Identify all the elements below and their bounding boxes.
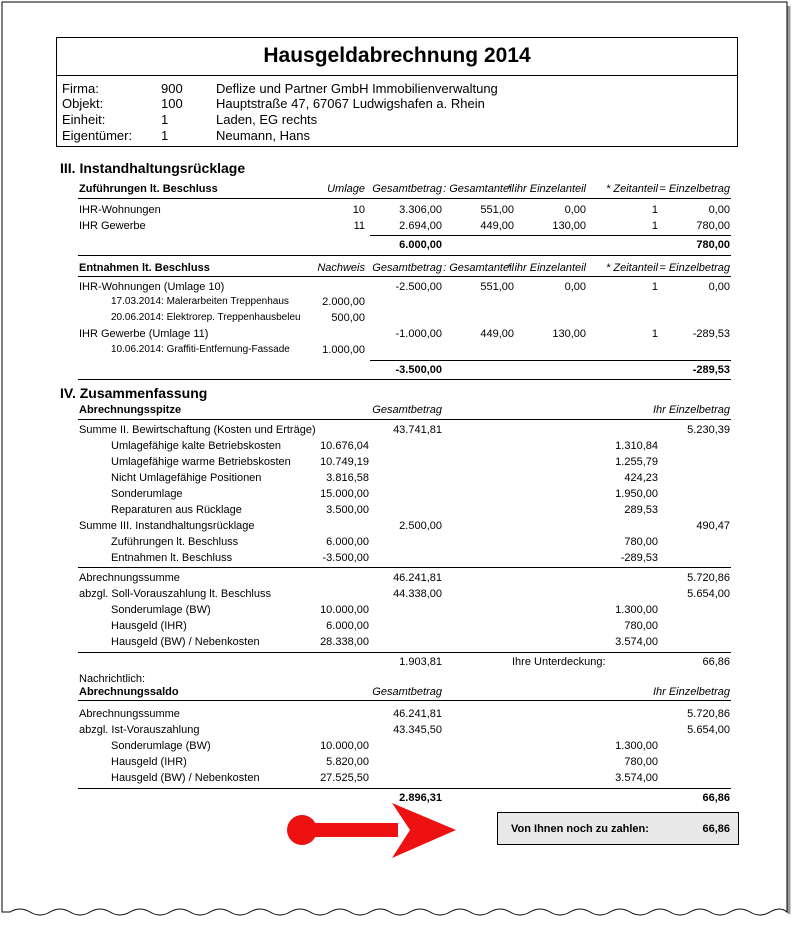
row-gesamt: -2.500,00 [395, 281, 442, 293]
result-label: Ihre Unterdeckung: [512, 656, 606, 668]
summary-gesamt: 46.241,81 [393, 572, 442, 584]
col-header: = Einzelbetrag [659, 183, 730, 195]
col-header: Nachweis [317, 262, 365, 274]
section-iii-title: III. Instandhaltungsrücklage [60, 160, 246, 176]
col-header: Gesamtbetrag [372, 686, 442, 698]
row-name: IHR-Wohnungen (Umlage 10) [79, 281, 225, 293]
header-text: Neumann, Hans [216, 128, 310, 143]
item-label: Sonderumlage (BW) [111, 740, 211, 752]
header-code: 1 [161, 128, 169, 143]
item-einzel: 1.255,79 [615, 456, 658, 468]
row-name: IHR Gewerbe (Umlage 11) [79, 328, 209, 340]
header-rule [78, 198, 731, 199]
row-zeit: 1 [651, 281, 658, 293]
row-ganteil: 449,00 [480, 220, 514, 232]
row-sub-text: 20.06.2014: Elektrorep. Treppenhausbeleu [111, 312, 301, 323]
header-rule [78, 419, 731, 420]
block-rule [78, 788, 731, 789]
item-einzel: 780,00 [624, 620, 658, 632]
block-rule [78, 255, 731, 256]
item-label: Umlagefähige warme Betriebskosten [111, 456, 291, 468]
col-header: * ihr Einzelanteil [507, 262, 586, 274]
arrow-shaft [302, 823, 398, 837]
item-label: Sonderumlage [111, 488, 183, 500]
saldo-header: Abrechnungssaldo [79, 686, 179, 698]
col-header: Gesamtbetrag [372, 183, 442, 195]
item-label: Hausgeld (BW) / Nebenkosten [111, 636, 260, 648]
row-eanteil: 0,00 [564, 281, 586, 293]
block-rule [78, 567, 731, 568]
summary-einzel: 490,47 [696, 520, 730, 532]
item-einzel: 1.300,00 [615, 740, 658, 752]
col-header: = Einzelbetrag [659, 262, 730, 274]
row-ganteil: 551,00 [480, 204, 514, 216]
summary-label: Abrechnungssumme [79, 708, 180, 720]
row-sub-nachweis: 500,00 [331, 312, 365, 324]
header-label: Firma: [62, 81, 99, 96]
sum-einzel: 780,00 [696, 239, 730, 251]
col-header: Gesamtbetrag [372, 404, 442, 416]
item-label: Hausgeld (BW) / Nebenkosten [111, 772, 260, 784]
item-label: Reparaturen aus Rücklage [111, 504, 242, 516]
row-eanteil: 130,00 [552, 328, 586, 340]
col-header: Entnahmen lt. Beschluss [79, 262, 210, 274]
block-rule [78, 379, 731, 380]
item-gesamt: 28.338,00 [320, 636, 369, 648]
row-umlage: 10 [352, 204, 365, 216]
row-name: IHR-Wohnungen [79, 204, 161, 216]
payment-value: 66,86 [702, 823, 730, 835]
row-ganteil: 551,00 [480, 281, 514, 293]
row-einzel: -289,53 [692, 328, 730, 340]
summary-label: abzgl. Ist-Vorauszahlung [79, 724, 200, 736]
row-einzel: 780,00 [696, 220, 730, 232]
header-text: Deflize und Partner GmbH Immobilienverwaltung [216, 81, 498, 96]
row-einzel: 0,00 [708, 204, 730, 216]
col-header: * Zeitanteil [606, 183, 658, 195]
item-einzel: 1.310,84 [615, 440, 658, 452]
col-header: : Gesamtanteil [443, 262, 514, 274]
row-gesamt: 3.306,00 [399, 204, 442, 216]
col-header: Ihr Einzelbetrag [652, 686, 730, 698]
block-rule [78, 652, 731, 653]
row-umlage: 11 [353, 220, 365, 232]
item-gesamt: 10.000,00 [320, 604, 369, 616]
header-rule [78, 276, 731, 277]
sum-gesamt: 6.000,00 [399, 239, 442, 251]
summary-gesamt: 43.741,81 [393, 424, 442, 436]
total-gesamt: 2.896,31 [399, 792, 442, 804]
col-header: * Zeitanteil [606, 262, 658, 274]
item-einzel: 1.950,00 [615, 488, 658, 500]
item-einzel: 3.574,00 [615, 636, 658, 648]
summary-einzel: 5.720,86 [687, 708, 730, 720]
summary-label: abzgl. Soll-Vorauszahlung lt. Beschluss [79, 588, 271, 600]
header-rule [78, 700, 731, 701]
row-eanteil: 130,00 [552, 220, 586, 232]
row-einzel: 0,00 [708, 281, 730, 293]
row-sub-text: 10.06.2014: Graffiti-Entfernung-Fassade [111, 344, 290, 355]
col-header: Ihr Einzelbetrag [652, 404, 730, 416]
item-einzel: 780,00 [624, 756, 658, 768]
header-label: Objekt: [62, 96, 104, 111]
item-label: Entnahmen lt. Beschluss [111, 552, 233, 564]
header-text: Laden, EG rechts [216, 112, 318, 127]
summary-label: Summe II. Bewirtschaftung (Kosten und Erträge) [79, 424, 316, 436]
row-zeit: 1 [651, 204, 658, 216]
arrow-head-icon [392, 803, 456, 858]
item-gesamt: 10.749,19 [320, 456, 369, 468]
sum-einzel: -289,53 [692, 364, 730, 376]
payment-label: Von Ihnen noch zu zahlen: [511, 823, 649, 835]
summary-einzel: 5.654,00 [687, 724, 730, 736]
summary-gesamt: 2.500,00 [399, 520, 442, 532]
item-label: Hausgeld (IHR) [111, 756, 187, 768]
item-gesamt: 15.000,00 [320, 488, 369, 500]
item-label: Nicht Umlagefähige Positionen [111, 472, 262, 484]
total-einzel: 66,86 [702, 792, 730, 804]
col-header: Gesamtbetrag [372, 262, 442, 274]
summary-gesamt: 46.241,81 [393, 708, 442, 720]
row-zeit: 1 [651, 328, 658, 340]
header-label: Einheit: [62, 112, 106, 127]
item-einzel: 3.574,00 [615, 772, 658, 784]
section-iv-title: IV. Zusammenfassung [60, 385, 208, 401]
row-gesamt: 2.694,00 [399, 220, 442, 232]
item-label: Sonderumlage (BW) [111, 604, 211, 616]
result-einzel: 66,86 [702, 656, 730, 668]
summary-gesamt: 43.345,50 [393, 724, 442, 736]
row-sub-text: 17.03.2014: Malerarbeiten Treppenhaus [111, 296, 289, 307]
item-einzel: 780,00 [624, 536, 658, 548]
sum-rule [370, 360, 731, 361]
item-label: Umlagefähige kalte Betriebskosten [111, 440, 281, 452]
row-zeit: 1 [651, 220, 658, 232]
summary-einzel: 5.230,39 [687, 424, 730, 436]
col-header: Zuführungen lt. Beschluss [79, 183, 218, 195]
summary-label: Summe III. Instandhaltungsrücklage [79, 520, 255, 532]
item-gesamt: 10.676,04 [320, 440, 369, 452]
row-ganteil: 449,00 [480, 328, 514, 340]
nachrichtlich-label: Nachrichtlich: [79, 673, 146, 685]
summary-einzel: 5.654,00 [687, 588, 730, 600]
header-code: 900 [161, 81, 183, 96]
item-gesamt: 6.000,00 [326, 536, 369, 548]
item-label: Zuführungen lt. Beschluss [111, 536, 239, 548]
spitze-header: Abrechnungsspitze [79, 404, 182, 416]
header-code: 1 [161, 112, 169, 127]
sum-gesamt: -3.500,00 [395, 364, 442, 376]
header-label: Eigentümer: [62, 128, 133, 143]
header-text: Hauptstraße 47, 67067 Ludwigshafen a. Rhein [216, 96, 485, 111]
item-gesamt: 6.000,00 [326, 620, 369, 632]
summary-label: Abrechnungssumme [79, 572, 180, 584]
row-sub-nachweis: 1.000,00 [322, 344, 365, 356]
item-gesamt: 27.525,50 [320, 772, 369, 784]
summary-gesamt: 44.338,00 [393, 588, 442, 600]
header-code: 100 [161, 96, 183, 111]
item-gesamt: -3.500,00 [322, 552, 369, 564]
row-sub-nachweis: 2.000,00 [322, 296, 365, 308]
item-einzel: 424,23 [624, 472, 658, 484]
col-header: Umlage [327, 183, 365, 195]
row-gesamt: -1.000,00 [395, 328, 442, 340]
summary-einzel: 5.720,86 [687, 572, 730, 584]
item-einzel: -289,53 [620, 552, 658, 564]
item-einzel: 1.300,00 [615, 604, 658, 616]
item-gesamt: 10.000,00 [320, 740, 369, 752]
col-header: * ihr Einzelanteil [507, 183, 586, 195]
title-divider [57, 75, 737, 76]
item-gesamt: 3.500,00 [326, 504, 369, 516]
item-gesamt: 5.820,00 [326, 756, 369, 768]
row-name: IHR Gewerbe [79, 220, 146, 232]
col-header: : Gesamtanteil [443, 183, 514, 195]
sum-rule [370, 235, 731, 236]
item-label: Hausgeld (IHR) [111, 620, 187, 632]
page-title: Hausgeldabrechnung 2014 [263, 44, 531, 67]
item-einzel: 289,53 [624, 504, 658, 516]
result-gesamt: 1.903,81 [399, 656, 442, 668]
row-eanteil: 0,00 [564, 204, 586, 216]
item-gesamt: 3.816,58 [326, 472, 369, 484]
